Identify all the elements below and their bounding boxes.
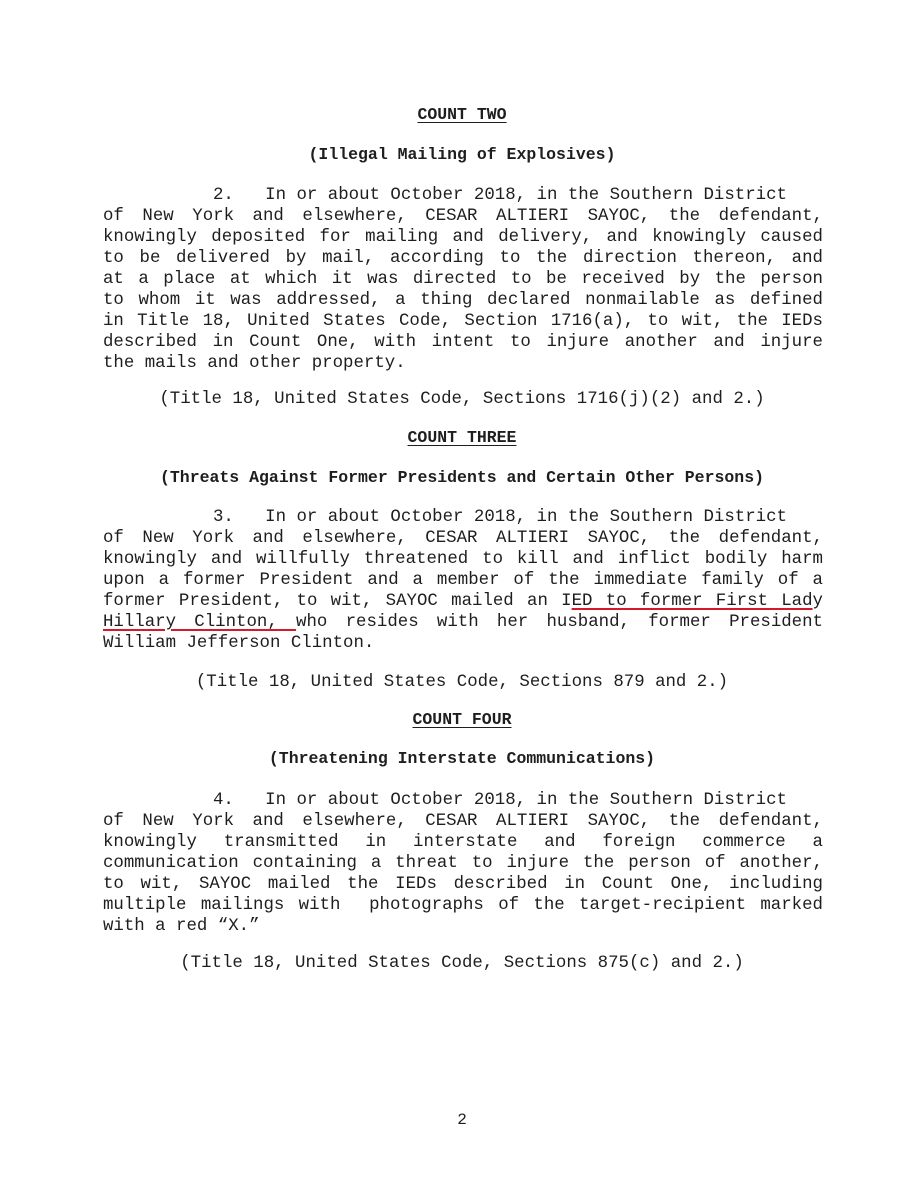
paragraph-line: of New York and elsewhere, CESAR ALTIERI SAYOC, the defendant, <box>103 529 823 548</box>
line-text: who resides with her husband, former President <box>296 613 823 632</box>
page-number: 2 <box>457 1111 467 1129</box>
count-two-citation: (Title 18, United States Code, Sections 1716(j)(2) and 2.) <box>159 390 765 409</box>
line-text: former President, to wit, SAYOC mailed an I <box>103 592 572 611</box>
paragraph-line: described in Count One, with intent to injure another and injure <box>103 333 823 352</box>
paragraph-line: at a place at which it was directed to be received by the person <box>103 270 823 289</box>
red-underline-annotation: Hillary Clinton, <box>103 613 297 632</box>
paragraph-line: the mails and other property. <box>103 354 406 373</box>
count-two-title: COUNT TWO <box>417 105 507 124</box>
paragraph-line: knowingly deposited for mailing and delivery, and knowingly caused <box>103 228 823 247</box>
paragraph-line: of New York and elsewhere, CESAR ALTIERI SAYOC, the defendant, <box>103 812 823 831</box>
count-two-subtitle: (Illegal Mailing of Explosives) <box>308 145 616 164</box>
paragraph-line: knowingly and willfully threatened to kill and inflict bodily harm <box>103 550 823 569</box>
count-four-paragraph <box>103 790 823 937</box>
count-four-citation: (Title 18, United States Code, Sections 875(c) and 2.) <box>180 954 744 973</box>
count-three-paragraph <box>103 507 823 654</box>
count-two-paragraph <box>103 185 823 374</box>
paragraph-line: William Jefferson Clinton. <box>103 634 375 653</box>
paragraph-line: to whom it was addressed, a thing declared nonmailable as defined <box>103 291 823 310</box>
paragraph-line: to be delivered by mail, according to the direction thereon, and <box>103 249 823 268</box>
paragraph-line: 2. In or about October 2018, in the Southern District <box>213 186 787 205</box>
paragraph-line: knowingly transmitted in interstate and foreign commerce a <box>103 833 823 852</box>
paragraph-line: 4. In or about October 2018, in the Southern District <box>213 791 787 810</box>
count-three-subtitle: (Threats Against Former Presidents and Certain Other Persons) <box>160 468 764 487</box>
paragraph-line: to wit, SAYOC mailed the IEDs described in Count One, including <box>103 875 823 894</box>
count-four-title: COUNT FOUR <box>412 710 512 729</box>
paragraph-line: 3. In or about October 2018, in the Southern District <box>213 508 787 527</box>
count-three-title: COUNT THREE <box>407 428 517 447</box>
paragraph-line-annotated <box>103 591 823 612</box>
paragraph-line: with a red “X.” <box>103 917 260 936</box>
count-three-citation: (Title 18, United States Code, Sections 879 and 2.) <box>195 673 729 692</box>
paragraph-line-annotated <box>103 612 823 633</box>
paragraph-line: upon a former President and a member of the immediate family of a <box>103 571 823 590</box>
paragraph-line: of New York and elsewhere, CESAR ALTIERI SAYOC, the defendant, <box>103 207 823 226</box>
line-text: y <box>812 592 823 611</box>
count-four-subtitle: (Threatening Interstate Communications) <box>268 749 656 768</box>
paragraph-line: in Title 18, United States Code, Section 1716(a), to wit, the IEDs <box>103 312 823 331</box>
red-underline-annotation: ED to former First Lad <box>571 592 813 611</box>
paragraph-line: communication containing a threat to injure the person of another, <box>103 854 823 873</box>
paragraph-line: multiple mailings with photographs of the target-recipient marked <box>103 896 823 915</box>
